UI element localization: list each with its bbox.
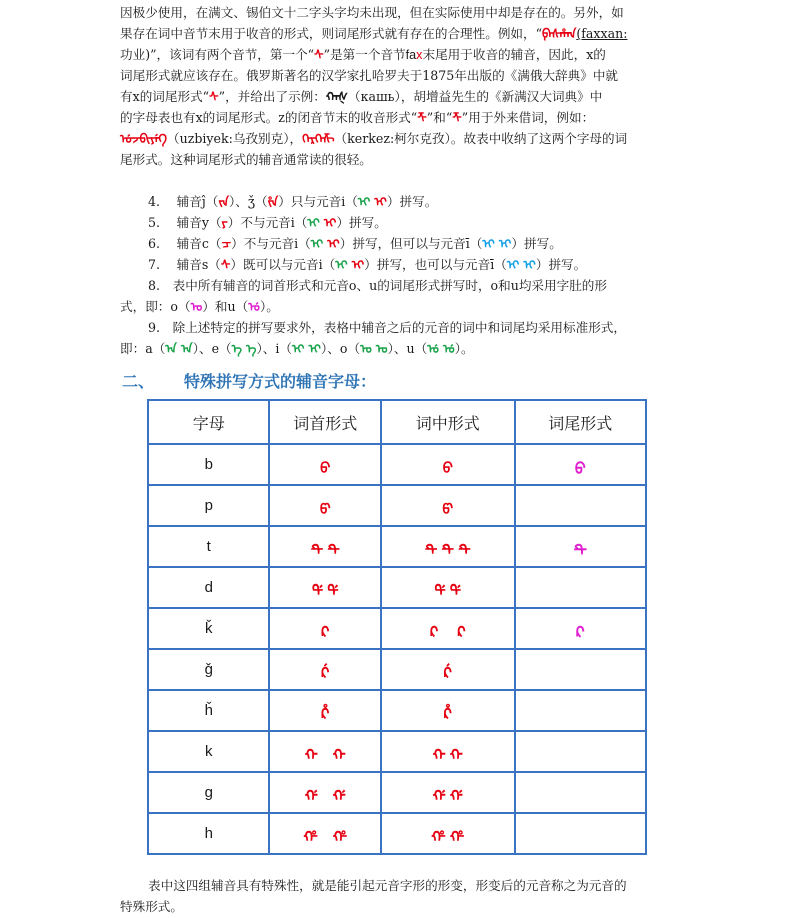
o-final-glyph: ᠣ <box>375 341 388 356</box>
table-row <box>148 690 646 731</box>
cell-initial: ᡨ ᡨ <box>269 526 381 567</box>
c-glyph: ᠴ <box>221 236 232 251</box>
cell-final <box>515 485 646 526</box>
cell-final: ᠪ <box>515 444 646 485</box>
header-initial: 词首形式 <box>269 400 381 444</box>
i-bar-final-glyph: ᡳ <box>498 236 512 251</box>
a-medial-glyph: ᠠ <box>165 341 177 356</box>
j-glyph: ᡪᠠ <box>218 194 230 209</box>
cell-initial: ᡩ ᡩ <box>269 567 381 608</box>
cell-medial: ᡴ ᡴ <box>381 731 514 772</box>
cell-medial: ᠺ ᠺ <box>381 608 514 649</box>
cell-final <box>515 813 646 854</box>
cell-medial: ᡦ <box>381 485 514 526</box>
intro-line-7: ᡠᠵᠪᡳᠶᡝᡴ（uzbiyek:乌孜别克），ᡴᡝᡵᡴᡝᡯ（kerkez:柯尔克孜）。故表中收纳了这两个字母的词 <box>120 128 680 149</box>
table-row <box>148 485 646 526</box>
intro-line-8: 尾形式。这种词尾形式的辅音通常读的很轻。 <box>120 152 372 167</box>
cell-initial: ᡬ <box>269 649 381 690</box>
table-header-row <box>148 400 646 444</box>
cell-final: ᡨ <box>515 526 646 567</box>
table-row <box>148 526 646 567</box>
manchu-word-glyph: ᠹᠠᠰᡥᠠᠨ <box>542 26 577 41</box>
vowel-o: o（ᠣ ᠣ）、 <box>340 341 407 356</box>
e-final-glyph: ᡝ <box>246 341 257 356</box>
cell-medial: ᠪ <box>381 444 514 485</box>
intro-line-1: 因极少使用，在满文、锡伯文十二字头字均未出现，但在实际使用中却是存在的。另外，如 <box>120 5 624 20</box>
cell-final <box>515 772 646 813</box>
cell-initial: ᠺ <box>269 608 381 649</box>
cell-letter: h <box>148 813 269 854</box>
u-final-glyph: ᡠ <box>442 341 455 356</box>
a-final-glyph: ᠠ <box>181 341 193 356</box>
table-row <box>148 813 646 854</box>
section-heading: 二、 特殊拼写方式的辅音字母： <box>122 372 377 391</box>
u-medial-glyph: ᡠ <box>427 341 439 356</box>
intro-line-5: 有x的词尾形式“ᠰ”，并给出了示例：ᡴᠠᡧ（кашь），胡增益先生的《新满汉大词典》中 <box>120 86 680 107</box>
cell-final: ᠺ <box>515 608 646 649</box>
intro-line-4: 词尾形式就应该存在。俄罗斯著名的汉学家扎哈罗夫于1875年出版的《满俄大辞典》中就 <box>120 68 619 83</box>
table-row <box>148 649 646 690</box>
i-medial-glyph: ᡳ <box>307 215 320 230</box>
table-row <box>148 731 646 772</box>
i-medial-glyph: ᡳ <box>291 341 305 356</box>
cell-medial: ᡨ ᡨ ᡨ <box>381 526 514 567</box>
cell-letter: ǩ <box>148 608 269 649</box>
rule-9-line-1: 9. 除上述特定的拼写要求外，表格中辅音之后的元音的词中和词尾均采用标准形式， <box>148 320 626 335</box>
i-medial-glyph: ᡳ <box>357 194 371 209</box>
y-glyph: ᠶ <box>221 215 228 230</box>
i-final-glyph: ᡳ <box>323 215 337 230</box>
vowel-u: u（ᡠ ᡠ）。 <box>407 341 474 356</box>
i-medial-glyph: ᡳ <box>335 257 348 272</box>
cell-medial: ᡤ ᡤ <box>381 772 514 813</box>
cell-initial: ᡭ <box>269 690 381 731</box>
table-row <box>148 772 646 813</box>
cell-letter: b <box>148 444 269 485</box>
i-bar-medial-glyph: ᡳ <box>482 236 495 251</box>
cell-letter: p <box>148 485 269 526</box>
table-row <box>148 567 646 608</box>
vowel-a: a（ᠠ ᠠ）、 <box>145 341 211 356</box>
intro-line-6: 的字母表也有x的词尾形式。z的闭音节末的收音形式“ᡯ”和“ᡯ”用于外来借词，例如： <box>120 107 680 128</box>
zh-glyph: ᡷᠠ <box>267 194 279 209</box>
i-final-glyph: ᡳ <box>308 341 322 356</box>
header-letter: 字母 <box>148 400 269 444</box>
cell-medial: ᡩ ᡩ <box>381 567 514 608</box>
consonant-table <box>147 399 647 855</box>
cell-letter: k <box>148 731 269 772</box>
manchu-syllable-glyph: ᠰ <box>314 47 324 62</box>
i-final-glyph: ᡳ <box>374 194 387 209</box>
rule-7: 7. 辅音s（ᠰ）既可以与元音i（ᡳ ᡳ）拼写，也可以与元音ī（ᡳ ᡳ）拼写。 <box>148 254 586 275</box>
o-belly-glyph: ᠣ <box>190 299 203 314</box>
rule-5: 5. 辅音y（ᠶ）不与元音i（ᡳ ᡳ）拼写。 <box>148 212 387 233</box>
o-medial-glyph: ᠣ <box>360 341 372 356</box>
vowel-e: e（ᡝ ᡝ）、 <box>212 341 276 356</box>
rule-4: 4. 辅音ĵ（ᡪᠠ）、ǯ（ᡷᠠ）只与元音i（ᡳ ᡳ）拼写。 <box>148 191 437 212</box>
rule-8-line-1: 8. 表中所有辅音的词首形式和元音o、u的词尾形式拼写时，o和u均采用字肚的形 <box>148 278 607 293</box>
cell-final <box>515 731 646 772</box>
cell-letter: ǧ <box>148 649 269 690</box>
i-bar-medial-glyph: ᡳ <box>506 257 520 272</box>
cell-final <box>515 690 646 731</box>
header-final: 词尾形式 <box>515 400 646 444</box>
cell-medial: ᡭ <box>381 690 514 731</box>
rule-6: 6. 辅音c（ᠴ）不与元音i（ᡳ ᡳ）拼写，但可以与元音ī（ᡳ ᡳ）拼写。 <box>148 233 562 254</box>
table-row <box>148 444 646 485</box>
cell-letter: t <box>148 526 269 567</box>
cell-initial: ᠪ <box>269 444 381 485</box>
z-final-glyph-2: ᡯ <box>452 110 462 125</box>
rule-9-line-2: 即：a（ᠠ ᠠ）、e（ᡝ ᡝ）、i（ᡳ ᡳ）、o（ᠣ ᠣ）、u（ᡠ ᡠ）。 <box>120 338 680 359</box>
cell-letter: g <box>148 772 269 813</box>
z-final-glyph-1: ᡯ <box>417 110 427 125</box>
cell-initial: ᡥ ᡥ <box>269 813 381 854</box>
s-glyph: ᠰ <box>220 257 231 272</box>
kerkez-glyph: ᡴᡝᡵᡴᡝᡯ <box>302 131 335 146</box>
cell-initial: ᡤ ᡤ <box>269 772 381 813</box>
table-row <box>148 608 646 649</box>
e-medial-glyph: ᡝ <box>231 341 243 356</box>
cell-letter: d <box>148 567 269 608</box>
closing-line-2: 特殊形式。 <box>120 899 183 914</box>
i-bar-final-glyph: ᡳ <box>523 257 536 272</box>
cell-final <box>515 649 646 690</box>
i-final-glyph: ᡳ <box>327 236 340 251</box>
cell-final <box>515 567 646 608</box>
header-medial: 词中形式 <box>381 400 514 444</box>
uzbiyek-glyph: ᡠᠵᠪᡳᠶᡝᡴ <box>120 131 167 146</box>
intro-line-2: 果存在词中音节末用于收音的形式，则词尾形式就有存在的合理性。例如，“ᠹᠠᠰᡥᠠᠨ(faxxan: <box>120 23 680 44</box>
rule-8-line-2: 式，即：o（ᠣ）和u（ᡠ）。 <box>120 296 680 317</box>
intro-line-3: 功业)”，该词有两个音节，第一个“ᠰ”是第一个音节fax末尾用于收音的辅音，因此，x的 <box>120 44 680 66</box>
x-final-glyph: ᠰ <box>209 89 219 104</box>
example-glyph: ᡴᠠᡧ <box>325 89 348 104</box>
cell-initial: ᡦ <box>269 485 381 526</box>
closing-line-1: 表中这四组辅音具有特殊性，就是能引起元音字形的形变，形变后的元音称之为元音的 <box>148 878 627 893</box>
u-belly-glyph: ᡠ <box>248 299 260 314</box>
cell-initial: ᡴ ᡴ <box>269 731 381 772</box>
i-medial-glyph: ᡳ <box>310 236 324 251</box>
cell-medial: ᡥ ᡥ <box>381 813 514 854</box>
cell-medial: ᡬ <box>381 649 514 690</box>
vowel-i: i（ᡳ ᡳ）、 <box>275 341 340 356</box>
i-final-glyph: ᡳ <box>351 257 365 272</box>
cell-letter: ȟ <box>148 690 269 731</box>
